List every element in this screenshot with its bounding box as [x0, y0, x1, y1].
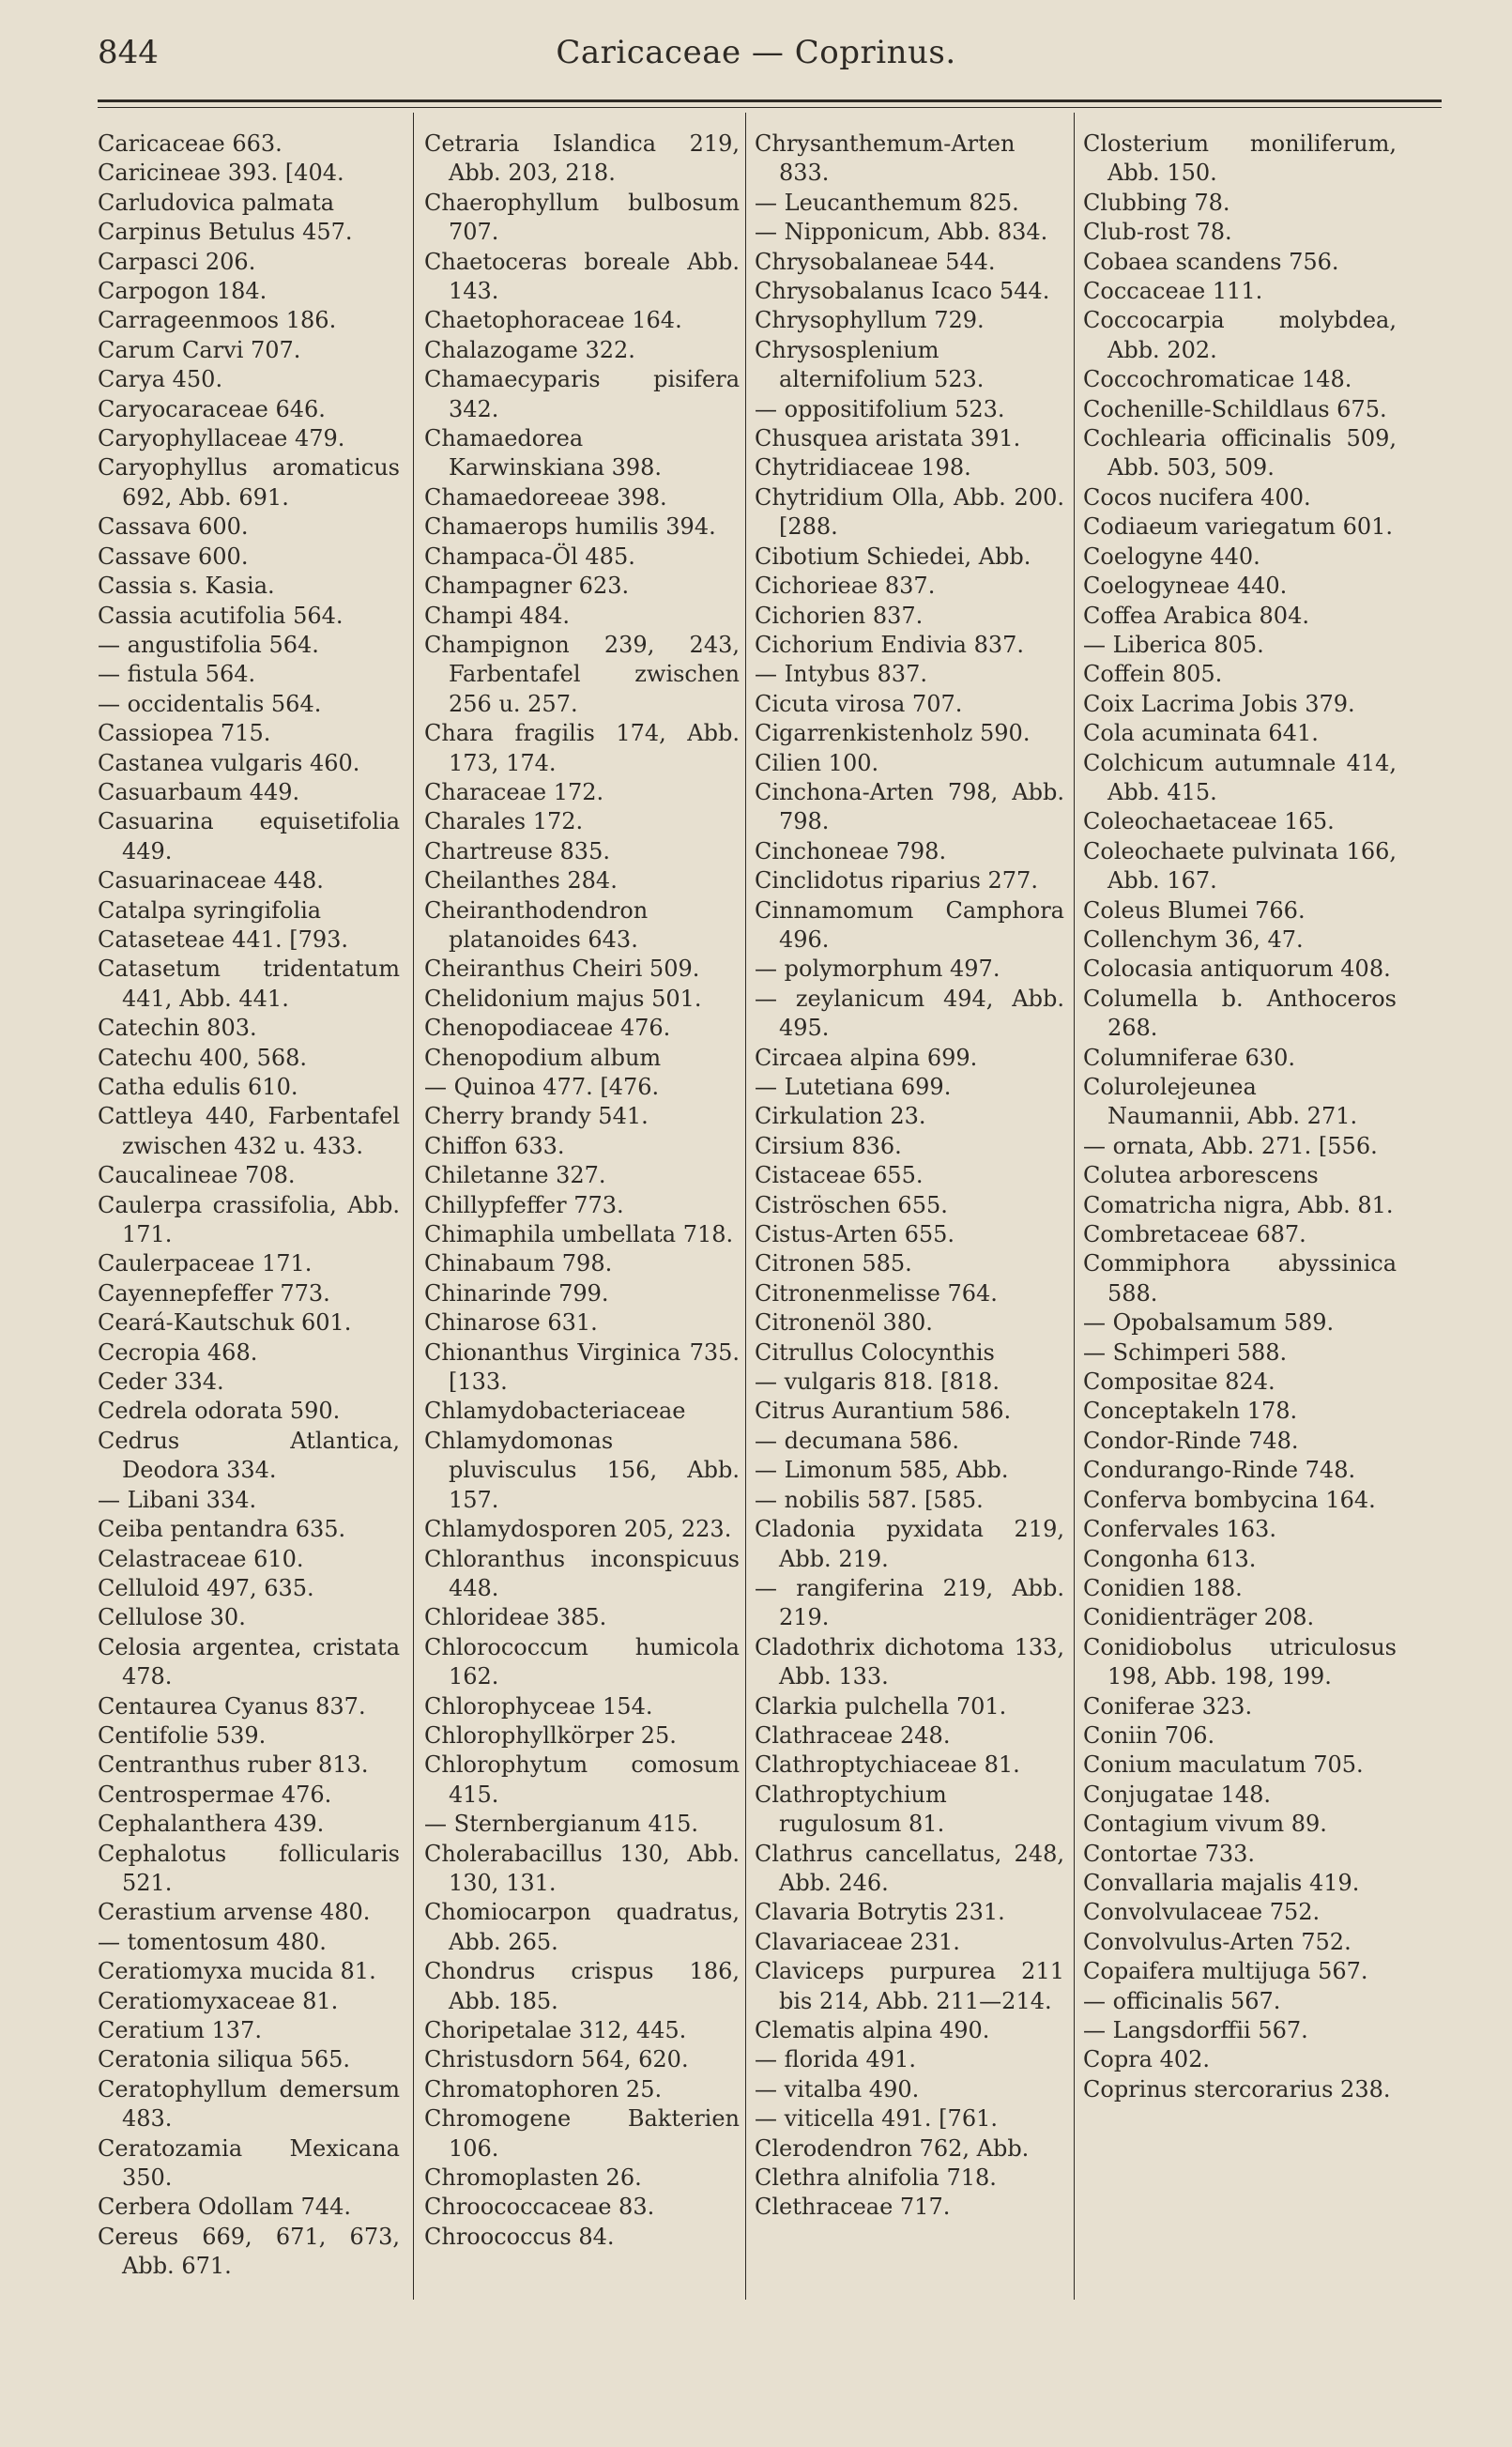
index-entry: Cichorien 837. — [755, 602, 924, 629]
index-entry: Centrospermae 476. — [98, 1781, 332, 1808]
index-entry: Clathroptychiaceae 81. — [755, 1751, 1020, 1779]
index-entry: Ceratonia siliqua 565. — [98, 2046, 351, 2073]
index-entry: Cinchoneae 798. — [755, 837, 947, 864]
index-entry: Cocos nucifera 400. — [1083, 483, 1311, 511]
index-entry: Cheiranthodendron platanoides 643. — [424, 896, 649, 953]
index-entry: Cassave 600. — [98, 543, 249, 570]
index-entry: Coniferae 323. — [1083, 1692, 1253, 1720]
index-entry: Chartreuse 835. — [424, 837, 610, 864]
index-entry: Cochenille-Schildlaus 675. — [1083, 395, 1387, 422]
index-entry: Chrysophyllum 729. — [755, 307, 985, 334]
index-entry: Coffea Arabica 804. — [1083, 602, 1309, 629]
index-entry: Coprinus stercorarius 238. — [1083, 2075, 1391, 2103]
index-entry: Chalazogame 322. — [424, 336, 635, 363]
index-entry: Catalpa syringifolia — [98, 896, 322, 924]
index-entry: Conidiobolus utriculosus 198, Abb. 198, 199. — [1083, 1633, 1397, 1690]
index-entry: Coffein 805. — [1083, 661, 1223, 688]
index-entry: Caulerpa crassifolia, Abb. 171. — [98, 1191, 400, 1248]
index-entry: Ceará-Kautschuk 601. — [98, 1309, 352, 1337]
index-entry: Champaca-Öl 485. — [424, 543, 635, 570]
index-entry: Chlamydobacteriaceae — [424, 1398, 686, 1425]
index-entry: Copaifera multijuga 567. — [1083, 1958, 1368, 1985]
column-divider-3 — [1074, 113, 1075, 2300]
index-entry: Copra 402. — [1083, 2046, 1211, 2073]
running-head: Caricaceae — Coprinus. — [556, 34, 956, 71]
index-entry: Clavaria Botrytis 231. — [755, 1899, 1005, 1926]
index-entry: Cigarrenkistenholz 590. — [755, 720, 1031, 747]
index-entry: Charales 172. — [424, 808, 584, 835]
index-entry: Chromogene Bakterien 106. — [424, 2105, 740, 2162]
index-entry: Chaerophyllum bulbosum 707. — [424, 189, 740, 246]
index-entry: Carludovica palmata — [98, 189, 335, 216]
index-entry: — polymorphum 497. — [755, 956, 1000, 983]
index-entry: Cola acuminata 641. — [1083, 720, 1319, 747]
index-entry: Ceder 334. — [98, 1369, 224, 1396]
index-entry: Caryophyllaceae 479. — [98, 425, 345, 452]
index-column-1 — [98, 130, 400, 2282]
index-entry: Cinchona-Arten 798, Abb. 798. — [755, 778, 1064, 835]
index-entry: — fistula 564. — [98, 661, 256, 688]
index-entry: Chenopodiaceae 476. — [424, 1015, 671, 1042]
index-entry: — Intybus 837. — [755, 661, 927, 688]
index-entry: Convolvulaceae 752. — [1083, 1899, 1321, 1926]
index-entry: Conceptakeln 178. — [1083, 1398, 1298, 1425]
index-entry: Carya 450. — [98, 366, 223, 393]
index-entry: Cichorium Endivia 837. — [755, 631, 1025, 658]
index-entry: Champagner 623. — [424, 573, 630, 600]
index-entry: Cirsium 836. — [755, 1132, 902, 1159]
index-entry: — Leucanthemum 825. — [755, 189, 1019, 216]
index-entry: Combretaceae 687. — [1083, 1221, 1306, 1248]
index-entry: Chamaedorea Karwinskiana 398. — [424, 425, 663, 482]
index-entry: — florida 491. — [755, 2046, 916, 2073]
index-entry: — zeylanicum 494, Abb. 495. — [755, 985, 1064, 1042]
index-entry: Colchicum autumnale 414, Abb. 415. — [1083, 749, 1397, 805]
index-entry: Chara fragilis 174, Abb. 173, 174. — [424, 720, 740, 776]
index-entry: Chroococcaceae 83. — [424, 2194, 655, 2221]
index-entry: Cereus 669, 671, 673, Abb. 671. — [98, 2223, 400, 2280]
index-entry: Champignon 239, 243, Farbentafel zwischen 256 u. 257. — [424, 631, 740, 717]
index-entry: Centranthus ruber 813. — [98, 1751, 369, 1779]
index-entry: Compositae 824. — [1083, 1369, 1275, 1396]
index-entry: — angustifolia 564. — [98, 631, 319, 658]
index-entry: Caricineae 393. [404. — [98, 160, 344, 187]
index-entry: — Limonum 585, Abb. — [755, 1457, 1009, 1484]
index-entry: Celosia argentea, cristata 478. — [98, 1633, 400, 1690]
index-entry: Caricaceae 663. — [98, 130, 283, 157]
index-entry: Cladonia pyxidata 219, Abb. 219. — [755, 1516, 1064, 1572]
index-entry: Conidien 188. — [1083, 1574, 1243, 1601]
index-entry: Centaurea Cyanus 837. — [98, 1692, 366, 1720]
index-entry: Citrullus Colocynthis — [755, 1338, 995, 1366]
index-entry: Citronenmelisse 764. — [755, 1279, 998, 1307]
index-entry: — ornata, Abb. 271. [556. — [1083, 1132, 1378, 1159]
index-entry: Cistus-Arten 655. — [755, 1221, 955, 1248]
index-entry: Confervales 163. — [1083, 1516, 1276, 1543]
index-entry: Cephalanthera 439. — [98, 1811, 325, 1838]
index-entry: Conferva bombycina 164. — [1083, 1486, 1376, 1513]
index-entry: Citrus Aurantium 586. — [755, 1398, 1012, 1425]
index-entry: Coccaceae 111. — [1083, 278, 1263, 305]
index-entry: Clethra alnifolia 718. — [755, 2164, 997, 2192]
index-entry: Cedrela odorata 590. — [98, 1398, 341, 1425]
index-entry: Ceratiomyxaceae 81. — [98, 1987, 339, 2014]
index-entry: Caryophyllus aromaticus 692, Abb. 691. — [98, 454, 400, 511]
index-entry: Clavariaceae 231. — [755, 1928, 960, 1955]
index-entry: — Opobalsamum 589. — [1083, 1309, 1335, 1337]
index-entry: Chamaerops humilis 394. — [424, 513, 716, 541]
index-entry: Catha edulis 610. — [98, 1074, 298, 1100]
index-entry: Chytridiaceae 198. — [755, 454, 971, 482]
index-entry: Closterium moniliferum, Abb. 150. — [1083, 130, 1397, 187]
index-entry: Chaetophoraceae 164. — [424, 307, 682, 334]
index-entry: Catechin 803. — [98, 1015, 257, 1042]
index-entry: Cibotium Schiedei, Abb. — [755, 543, 1031, 570]
index-entry: Carpinus Betulus 457. — [98, 219, 353, 246]
index-entry: Clerodendron 762, Abb. — [755, 2134, 1030, 2162]
index-entry: Chionanthus Virginica 735. [133. — [424, 1338, 740, 1396]
index-entry: — Sternbergianum 415. — [424, 1811, 698, 1838]
index-entry: Chrysobalaneae 544. — [755, 248, 996, 275]
index-entry: Colocasia antiquorum 408. — [1083, 956, 1391, 983]
index-entry: Codiaeum variegatum 601. — [1083, 513, 1394, 541]
index-entry: Coccochromaticae 148. — [1083, 366, 1352, 393]
index-entry: — Libani 334. — [98, 1486, 257, 1513]
index-entry: Chelidonium majus 501. — [424, 985, 702, 1012]
index-column-3 — [755, 130, 1064, 2223]
index-entry: Clathroptychium rugulosum 81. — [755, 1781, 947, 1838]
index-entry: Chiletanne 327. — [424, 1162, 606, 1189]
index-entry: Chondrus crispus 186, Abb. 185. — [424, 1958, 740, 2014]
index-entry: Cinclidotus riparius 277. — [755, 867, 1038, 895]
index-entry: Choripetalae 312, 445. — [424, 2017, 687, 2043]
index-entry: Cherry brandy 541. — [424, 1103, 649, 1130]
index-entry: Cochlearia officinalis 509, Abb. 503, 509. — [1083, 425, 1397, 482]
index-entry: Cicuta virosa 707. — [755, 690, 963, 717]
index-entry: — oppositifolium 523. — [755, 395, 1005, 422]
index-entry: Celluloid 497, 635. — [98, 1574, 314, 1601]
index-entry: — Liberica 805. — [1083, 631, 1264, 658]
index-entry: — decumana 586. — [755, 1427, 959, 1454]
index-entry: Claviceps purpurea 211 bis 214, Abb. 211—214. — [755, 1958, 1064, 2014]
index-entry: Cholerabacillus 130, Abb. 130, 131. — [424, 1840, 740, 1896]
index-entry: Condurango-Rinde 748. — [1083, 1457, 1356, 1484]
index-entry: Characeae 172. — [424, 778, 604, 805]
index-entry: Conidienträger 208. — [1083, 1604, 1315, 1631]
index-entry: Clathrus cancellatus, 248, Abb. 246. — [755, 1840, 1064, 1896]
index-entry: Chroococcus 84. — [424, 2223, 615, 2250]
index-entry: Cedrus Atlantica, Deodora 334. — [98, 1427, 400, 1484]
index-entry: Chinarose 631. — [424, 1309, 598, 1337]
index-column-2 — [424, 130, 740, 2252]
index-entry: Chusquea aristata 391. — [755, 425, 1021, 452]
index-entry: Circaea alpina 699. — [755, 1044, 978, 1071]
index-entry: Ceiba pentandra 635. — [98, 1516, 346, 1543]
index-entry: — Quinoa 477. [476. — [424, 1074, 660, 1100]
index-entry: Casuarbaum 449. — [98, 778, 300, 805]
index-entry: Cistaceae 655. — [755, 1162, 924, 1189]
index-entry: Cerbera Odollam 744. — [98, 2194, 351, 2221]
index-entry: Cirkulation 23. — [755, 1103, 926, 1130]
index-entry: Clematis alpina 490. — [755, 2017, 990, 2043]
index-entry: Chrysosplenium alternifolium 523. — [755, 336, 985, 393]
index-entry: Chromatophoren 25. — [424, 2075, 663, 2103]
index-entry: Chromoplasten 26. — [424, 2164, 642, 2192]
index-entry: Coix Lacrima Jobis 379. — [1083, 690, 1355, 717]
index-entry: Cerastium arvense 480. — [98, 1899, 371, 1926]
index-entry: Cheiranthus Cheiri 509. — [424, 956, 700, 983]
index-entry: Chillypfeffer 773. — [424, 1191, 624, 1218]
index-entry: Coniin 706. — [1083, 1721, 1215, 1749]
index-entry: Cassia s. Kasia. — [98, 573, 275, 600]
index-entry: Clubbing 78. — [1083, 189, 1230, 216]
index-entry: Carpogon 184. — [98, 278, 267, 305]
index-entry: Castanea vulgaris 460. — [98, 749, 360, 776]
index-entry: Cassiopea 715. — [98, 720, 271, 747]
index-entry: Chlorophyceae 154. — [424, 1692, 653, 1720]
index-entry: Cassia acutifolia 564. — [98, 602, 344, 629]
index-column-4 — [1083, 130, 1397, 2104]
index-entry: Chlorophytum comosum 415. — [424, 1751, 740, 1808]
index-entry: Clethraceae 717. — [755, 2194, 951, 2221]
index-entry: Collenchym 36, 47. — [1083, 925, 1304, 953]
index-entry: Ceratium 137. — [98, 2017, 262, 2043]
index-entry: — occidentalis 564. — [98, 690, 322, 717]
index-entry: Cichorieae 837. — [755, 573, 936, 600]
index-entry: Carpasci 206. — [98, 248, 256, 275]
page-number: 844 — [98, 34, 159, 71]
index-entry: Caryocaraceae 646. — [98, 395, 326, 422]
index-entry: — Schimperi 588. — [1083, 1338, 1288, 1366]
index-entry: Chlorococcum humicola 162. — [424, 1633, 740, 1690]
index-entry: — officinalis 567. — [1083, 1987, 1281, 2014]
index-entry: Catechu 400, 568. — [98, 1044, 308, 1071]
index-entry: Cobaea scandens 756. — [1083, 248, 1339, 275]
index-entry: Cellulose 30. — [98, 1604, 246, 1631]
index-entry: Condor-Rinde 748. — [1083, 1427, 1299, 1454]
index-entry: — rangiferina 219, Abb. 219. — [755, 1574, 1064, 1631]
index-entry: Colutea arborescens — [1083, 1162, 1319, 1189]
index-entry: Contortae 733. — [1083, 1840, 1256, 1867]
header-rule-thin — [98, 107, 1442, 108]
index-entry: Coccocarpia molybdea, Abb. 202. — [1083, 307, 1397, 363]
index-entry: Cataseteae 441. [793. — [98, 925, 348, 953]
index-entry: Colurolejeunea Naumannii, Abb. 271. — [1083, 1074, 1358, 1130]
index-entry: Chamaecyparis pisifera 342. — [424, 366, 740, 422]
index-entry: Carrageenmoos 186. — [98, 307, 337, 334]
index-entry: Coleus Blumei 766. — [1083, 896, 1306, 924]
index-entry: Carum Carvi 707. — [98, 336, 301, 363]
index-entry: Contagium vivum 89. — [1083, 1811, 1327, 1838]
index-entry: Caucalineae 708. — [98, 1162, 296, 1189]
index-entry: Christusdorn 564, 620. — [424, 2046, 689, 2073]
index-entry: Chinarinde 799. — [424, 1279, 609, 1307]
index-entry: Chenopodium album — [424, 1044, 662, 1071]
index-entry: — viticella 491. [761. — [755, 2105, 998, 2133]
index-entry: Coelogyne 440. — [1083, 543, 1260, 570]
index-entry: Citronenöl 380. — [755, 1309, 933, 1337]
index-entry: Congonha 613. — [1083, 1545, 1257, 1572]
column-divider-2 — [745, 113, 746, 2300]
index-entry: Caulerpaceae 171. — [98, 1250, 313, 1277]
index-entry: Cattleya 440, Farbentafel zwischen 432 u. 433. — [98, 1103, 400, 1159]
index-entry: Clarkia pulchella 701. — [755, 1692, 1007, 1720]
index-entry: Chloranthus inconspicuus 448. — [424, 1545, 740, 1601]
index-entry: Cetraria Islandica 219, Abb. 203, 218. — [424, 130, 740, 187]
index-entry: Comatricha nigra, Abb. 81. — [1083, 1191, 1394, 1218]
index-entry: Cilien 100. — [755, 749, 879, 776]
index-entry: Cinnamomum Camphora 496. — [755, 896, 1064, 953]
index-entry: Chrysobalanus Icaco 544. — [755, 278, 1050, 305]
index-entry: Cladothrix dichotoma 133, Abb. 133. — [755, 1633, 1064, 1690]
index-entry: Chlamydosporen 205, 223. — [424, 1516, 732, 1543]
index-entry: Chimaphila umbellata 718. — [424, 1221, 734, 1248]
index-entry: Cayennepfeffer 773. — [98, 1279, 330, 1307]
index-entry: — tomentosum 480. — [98, 1928, 327, 1955]
header-rule-thick — [98, 99, 1442, 102]
index-entry: Commiphora abyssinica 588. — [1083, 1250, 1397, 1307]
index-entry: Centifolie 539. — [98, 1721, 267, 1749]
index-entry: Columella b. Anthoceros 268. — [1083, 985, 1397, 1042]
index-entry: Convallaria majalis 419. — [1083, 1869, 1360, 1896]
index-entry: — nobilis 587. [585. — [755, 1486, 984, 1513]
page-header — [0, 30, 1512, 86]
index-entry: Coleochaetaceae 165. — [1083, 808, 1335, 835]
index-entry: Cassava 600. — [98, 513, 249, 541]
index-entry: Chinabaum 798. — [424, 1250, 613, 1277]
index-entry: Conjugatae 148. — [1083, 1781, 1272, 1808]
index-entry: Cheilanthes 284. — [424, 867, 618, 895]
index-entry: Chomiocarpon quadratus, Abb. 265. — [424, 1899, 740, 1955]
index-entry: Coelogyneae 440. — [1083, 573, 1288, 600]
index-entry: Celastraceae 610. — [98, 1545, 304, 1572]
index-entry: Casuarinaceae 448. — [98, 867, 324, 895]
index-entry: Conium maculatum 705. — [1083, 1751, 1364, 1779]
index-entry: Chlorophyllkörper 25. — [424, 1721, 677, 1749]
index-entry: Columniferae 630. — [1083, 1044, 1295, 1071]
index-entry: Chaetoceras boreale Abb. 143. — [424, 248, 740, 305]
index-entry: Chlorideae 385. — [424, 1604, 607, 1631]
index-entry: Ceratiomyxa mucida 81. — [98, 1958, 376, 1985]
index-entry: Chrysanthemum-Arten 833. — [755, 130, 1016, 187]
index-entry: — Langsdorffii 567. — [1083, 2017, 1308, 2043]
index-entry: — vulgaris 818. [818. — [755, 1369, 1000, 1396]
index-entry: — vitalba 490. — [755, 2075, 920, 2103]
index-entry: Chytridium Olla, Abb. 200. [288. — [755, 483, 1064, 541]
index-entry: Chamaedoreeae 398. — [424, 483, 667, 511]
index-entry: Casuarina equisetifolia 449. — [98, 808, 400, 864]
index-entry: Champi 484. — [424, 602, 570, 629]
index-entry: — Nipponicum, Abb. 834. — [755, 219, 1048, 246]
index-entry: Ceratophyllum demersum 483. — [98, 2075, 400, 2133]
index-entry: Club-rost 78. — [1083, 219, 1232, 246]
index-entry: Ciströschen 655. — [755, 1191, 948, 1218]
index-entry: Convolvulus-Arten 752. — [1083, 1928, 1352, 1955]
index-entry: Catasetum tridentatum 441, Abb. 441. — [98, 956, 400, 1012]
index-entry: Coleochaete pulvinata 166, Abb. 167. — [1083, 837, 1397, 895]
index-entry: Chlamydomonas pluvisculus 156, Abb. 157. — [424, 1427, 740, 1513]
column-divider-1 — [413, 113, 414, 2300]
index-entry: Cephalotus follicularis 521. — [98, 1840, 400, 1896]
index-entry: — Lutetiana 699. — [755, 1074, 952, 1100]
index-entry: Ceratozamia Mexicana 350. — [98, 2134, 400, 2192]
index-entry: Clathraceae 248. — [755, 1721, 951, 1749]
index-entry: Citronen 585. — [755, 1250, 912, 1277]
index-entry: Cecropia 468. — [98, 1338, 258, 1366]
index-entry: Chiffon 633. — [424, 1132, 565, 1159]
